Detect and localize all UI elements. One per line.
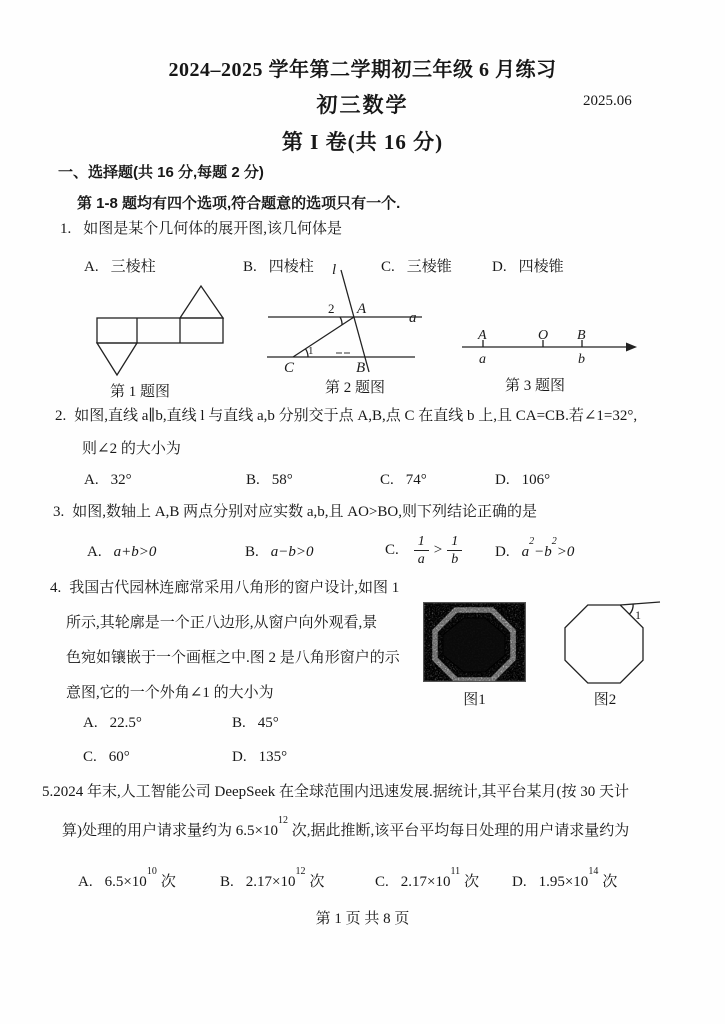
label-a: a (479, 352, 486, 367)
number-line-diagram-svg (455, 328, 650, 370)
figure-1-caption: 第 1 题图 (109, 384, 170, 400)
label-A: A (357, 301, 367, 317)
q1-option-d: D. 四棱锥 (492, 259, 564, 275)
q2-option-a: A. 32° (84, 472, 132, 488)
q3-option-a: A. a+b>0 (87, 544, 157, 560)
net-bottom-triangle (97, 343, 137, 375)
label-angle-2: 2 (328, 301, 335, 316)
label-angle-1: 1 (635, 608, 641, 622)
segment-ca (293, 317, 354, 357)
figure-3 (455, 328, 650, 395)
question-4-line2: 所示,其轮廓是一个正八边形,从窗户向外观看,景 (66, 615, 378, 631)
q3-option-b: B. a−b>0 (245, 544, 314, 560)
subject-title: 初三数学 (316, 93, 409, 117)
figure-1 (88, 280, 233, 401)
question-4-line4: 意图,它的一个外角∠1 的大小为 (66, 685, 274, 701)
net-top-triangle (180, 286, 223, 318)
figure-2 (260, 262, 450, 397)
q1-option-a: A. 三棱柱 (84, 259, 156, 275)
label-B: B (577, 328, 586, 343)
q5-option-c: C. $2.17\times 10^{11}$次 (375, 866, 480, 890)
q2-option-d: D. 106° (495, 472, 551, 488)
q2-option-b: B. 58° (246, 472, 293, 488)
part-heading: 一、选择题(共 16 分,每题 2 分) (58, 164, 264, 181)
instructions: 第 1-8 题均有四个选项,符合题意的选项只有一个. (77, 195, 401, 212)
q5-option-a: A. $6.5\times 10^{10}$次 (78, 866, 176, 890)
q3-option-c: C. $\frac{1}{a}$ > $\frac{1}{b}$ (385, 535, 465, 567)
question-4-options-row2 (0, 749, 725, 779)
q4-option-c: C. 60° (83, 749, 130, 765)
question-3: 3. 如图,数轴上 A,B 两点分别对应实数 a,b,且 AO>BO,则下列结论正确的是 (53, 504, 537, 520)
question-2-line1: 2. 如图,直线 a∥b,直线 l 与直线 a,b 分别交于点 A,B,点 C 在直线 b 上,且 CA=CB.若∠1=32°, (55, 408, 638, 424)
fraction-1-over-a: $\frac{1}{a}$ (414, 535, 429, 567)
question-2-number: 2. (55, 408, 67, 424)
octagon-outline (565, 605, 643, 683)
extended-side-line (620, 602, 660, 605)
figure-4-photo (423, 602, 526, 709)
q3-option-d: D. $a^2-b^2>0$ (495, 536, 575, 560)
question-5-line1: 5.2024 年末,人工智能公司 DeepSeek 在全球范围内迅速发展.据统计,其平台某月(按 30 天计 (42, 784, 630, 800)
label-A: A (478, 328, 487, 343)
question-3-options (0, 535, 725, 571)
page-footer: 第 1 页 共 8 页 (315, 911, 410, 927)
question-5-line2: 算)处理的用户请求量约为 $6.5\times 10^{12}$ 次,据此推断,该平台平均每日处理的用户请求量约为 (62, 815, 630, 839)
octagon-diagram-svg (560, 598, 672, 686)
arrow-head (626, 343, 637, 352)
q5-option-d: D. $1.95\times 10^{14}$次 (512, 866, 618, 890)
exterior-angle-arc (629, 604, 633, 614)
label-l: l (332, 262, 337, 278)
question-2-line2: 则∠2 的大小为 (82, 441, 181, 457)
net-rectangles (97, 318, 223, 343)
fraction-1-over-b: $\frac{1}{b}$ (447, 535, 462, 567)
question-2-options (0, 472, 725, 502)
question-4-options-row1 (0, 715, 725, 745)
question-1-number: 1. (60, 221, 72, 237)
q1-option-b: B. 四棱柱 (243, 259, 314, 275)
question-5-options (0, 866, 725, 900)
section-title: 第 I 卷(共 16 分) (281, 130, 444, 154)
question-4-line3: 色宛如镶嵌于一个画框之中.图 2 是八角形窗户的示 (66, 650, 400, 666)
question-3-number: 3. (53, 504, 65, 520)
q2-option-c: C. 74° (380, 472, 427, 488)
q4-option-b: B. 45° (232, 715, 279, 731)
q4-option-a: A. 22.5° (83, 715, 142, 731)
exam-date: 2025.06 (583, 93, 632, 109)
question-1-text: 如图是某个几何体的展开图,该几何体是 (83, 221, 343, 237)
q5-option-b: B. $2.17\times 10^{12}$次 (220, 866, 325, 890)
figure-4a-caption: 图1 (463, 692, 486, 708)
net-diagram-svg (88, 280, 233, 380)
question-4-number: 4. (50, 580, 62, 596)
octagon-window-photo-svg (423, 602, 526, 682)
q4-option-d: D. 135° (232, 749, 288, 765)
page-title: 2024–2025 学年第二学期初三年级 6 月练习 (168, 59, 557, 81)
figure-4-diagram (560, 598, 672, 709)
angle-2-arc (340, 317, 342, 325)
question-1 (60, 220, 342, 239)
q1-option-c: C. 三棱锥 (381, 259, 452, 275)
label-b: b (578, 352, 585, 367)
figure-2-caption: 第 2 题图 (324, 380, 385, 396)
question-4-line1: 4. 我国古代园林连廊常采用八角形的窗户设计,如图 1 (50, 580, 400, 596)
figure-3-caption: 第 3 题图 (504, 378, 565, 394)
label-a: a (409, 310, 417, 326)
label-C: C (284, 360, 295, 376)
figure-4b-caption: 图2 (593, 692, 617, 708)
label-angle-1: 1 (308, 345, 314, 357)
label-O: O (538, 328, 549, 343)
label-B: B (356, 360, 366, 376)
parallel-lines-diagram-svg (260, 262, 450, 376)
